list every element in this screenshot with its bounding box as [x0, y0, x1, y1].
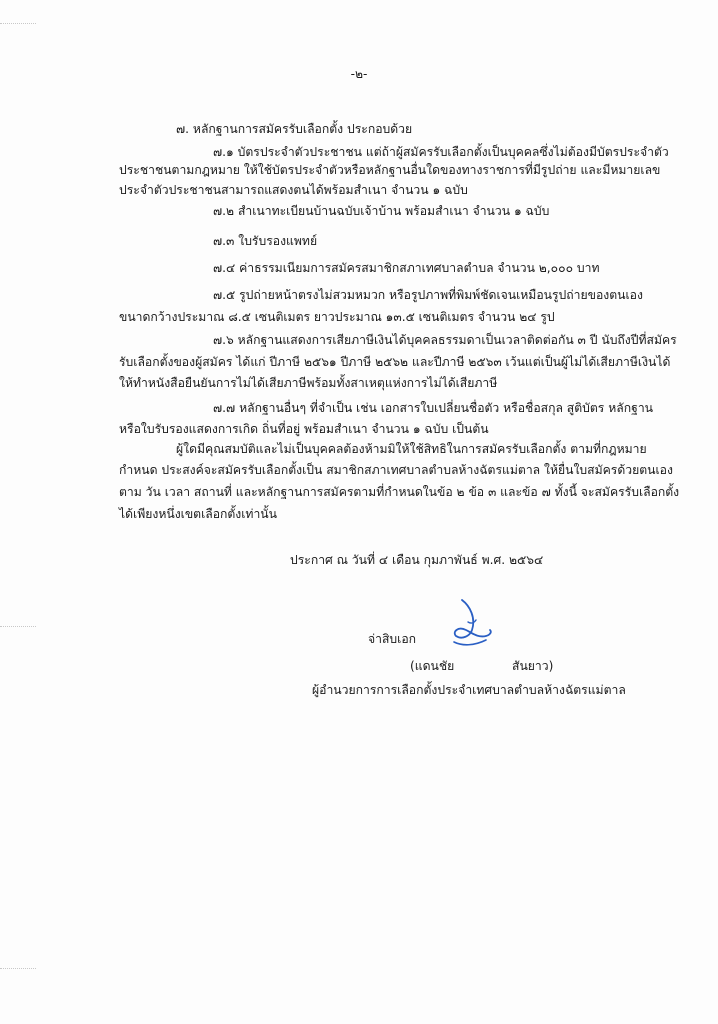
item-7-3: ๗.๓ ใบรับรองแพทย์: [213, 234, 318, 248]
item-7-6-line: รับเลือกตั้งของผู้สมัคร ได้แก่ ปีภาษี ๒๕๖๑ ปีภาษี ๒๕๖๒ และปีภาษี ๒๕๖๓ เว้นแต่เป็นผู้ไม่ได้เสียภาษีเงินได้: [119, 355, 671, 369]
item-7-1-line: ประจำตัวประชาชนสามารถแสดงตนได้พร้อมสำเนา จำนวน ๑ ฉบับ: [119, 183, 468, 197]
closing-paragraph-line: กำหนด ประสงค์จะสมัครรับเลือกตั้งเป็น สมาชิกสภาเทศบาลตำบลห้างฉัตรแม่ตาล ให้ยื่นใบสมัครด้วยตนเอง: [119, 463, 673, 477]
signer-last-name: สันยาว): [512, 659, 554, 673]
section-7-heading: ๗. หลักฐานการสมัครรับเลือกตั้ง ประกอบด้วย: [176, 122, 413, 136]
signer-rank: จ่าสิบเอก: [368, 632, 417, 646]
item-7-6-line: ๗.๖ หลักฐานแสดงการเสียภาษีเงินได้บุคคลธรรมดาเป็นเวลาติดต่อกัน ๓ ปี นับถึงปีที่สมัคร: [213, 333, 677, 347]
item-7-6-line: ให้ทำหนังสือยืนยันการไม่ได้เสียภาษีพร้อมทั้งสาเหตุแห่งการไม่ได้เสียภาษี: [119, 376, 498, 390]
scan-mark: [0, 626, 36, 627]
scan-mark: [0, 968, 36, 969]
closing-paragraph-line: ตาม วัน เวลา สถานที่ และหลักฐานการสมัครตามที่กำหนดในข้อ ๒ ข้อ ๓ และข้อ ๗ ทั้งนี้ จะสมัครรับเลือกตั้ง: [119, 485, 680, 499]
item-7-4: ๗.๔ ค่าธรรมเนียมการสมัครสมาชิกสภาเทศบาลตำบล จำนวน ๒,๐๐๐ บาท: [213, 261, 600, 275]
signer-first-name: (แดนชัย: [410, 659, 455, 673]
handwritten-signature: [440, 596, 496, 652]
page-number: -๒-: [350, 67, 368, 81]
item-7-7-line: หรือใบรับรองแสดงการเกิด ถิ่นที่อยู่ พร้อมสำเนา จำนวน ๑ ฉบับ เป็นต้น: [119, 422, 489, 436]
signer-position: ผู้อำนวยการการเลือกตั้งประจำเทศบาลตำบลห้างฉัตรแม่ตาล: [312, 683, 626, 697]
item-7-1-line: ประชาชนตามกฎหมาย ให้ใช้บัตรประจำตัวหรือหลักฐานอื่นใดของทางราชการที่มีรูปถ่าย และมีหมายเลข: [119, 163, 661, 177]
scan-mark: [0, 23, 36, 24]
item-7-1-line: ๗.๑ บัตรประจำตัวประชาชน แต่ถ้าผู้สมัครรับเลือกตั้งเป็นบุคคลซึ่งไม่ต้องมีบัตรประจำตัว: [213, 145, 669, 159]
closing-paragraph-line: ได้เพียงหนึ่งเขตเลือกตั้งเท่านั้น: [119, 507, 277, 521]
item-7-5-line: ขนาดกว้างประมาณ ๘.๕ เซนติเมตร ยาวประมาณ ๑๓.๕ เซนติเมตร จำนวน ๒๔ รูป: [119, 310, 555, 324]
item-7-5-line: ๗.๕ รูปถ่ายหน้าตรงไม่สวมหมวก หรือรูปภาพที่พิมพ์ชัดเจนเหมือนรูปถ่ายของตนเอง: [213, 288, 643, 302]
item-7-7-line: ๗.๗ หลักฐานอื่นๆ ที่จำเป็น เช่น เอกสารใบเปลี่ยนชื่อตัว หรือชื่อสกุล สูติบัตร หลักฐาน: [213, 401, 653, 415]
item-7-2: ๗.๒ สำเนาทะเบียนบ้านฉบับเจ้าบ้าน พร้อมสำเนา จำนวน ๑ ฉบับ: [213, 204, 550, 218]
announcement-date: ประกาศ ณ วันที่ ๔ เดือน กุมภาพันธ์ พ.ศ. ๒๕๖๔: [290, 553, 544, 567]
closing-paragraph-line: ผู้ใดมีคุณสมบัติและไม่เป็นบุคคลต้องห้ามมิให้ใช้สิทธิในการสมัครรับเลือกตั้ง ตามที่กฎหมาย: [176, 442, 647, 456]
